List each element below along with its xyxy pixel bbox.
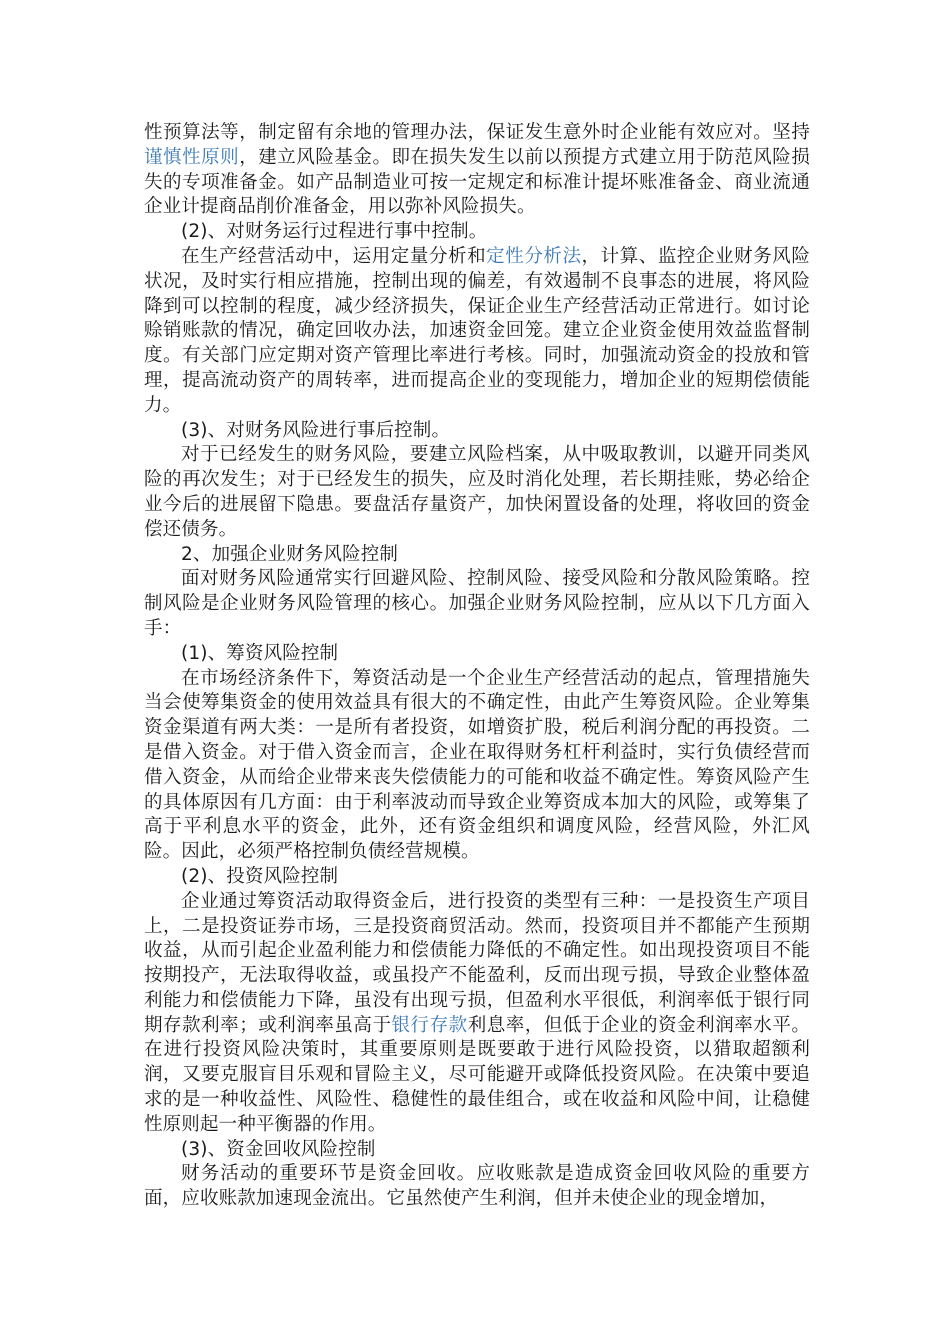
paragraph-in-process-control: 在生产经营活动中，运用定量分析和定性分析法，计算、监控企业财务风险状况，及时实行相应措施，控制出现的偏差，有效遏制不良事态的进展，将风险降到可以控制的程度，减少经济损失，保证企业生产经营活动正常进行。如讨论赊销账款的情况，确定回收办法，加速资金回笼。建立企业资金使用效益监督制度。有关部门应定期对资产管理比率进行考核。同时，加强流动资金的投放和管理，提高流动资产的周转率，进而提高企业的变现能力，增加企业的短期偿债能力。 (144, 245, 810, 416)
heading-in-process-control: (2)、对财务运行过程进行事中控制。 (181, 221, 488, 243)
link-bank-deposit[interactable]: 银行存款 (391, 1014, 468, 1036)
document-page (144, 121, 810, 1212)
heading-collection-risk: (3)、资金回收风险控制 (181, 1138, 376, 1160)
heading-investment-risk: (2)、投资风险控制 (181, 865, 339, 887)
heading-financing-risk: (1)、筹资风险控制 (181, 642, 339, 664)
heading-post-control: (3)、对财务风险进行事后控制。 (181, 419, 451, 441)
paragraph-financing-risk: 在市场经济条件下，筹资活动是一个企业生产经营活动的起点，管理措施失当会使筹集资金的使用效益具有很大的不确定性，由此产生筹资风险。企业筹集资金渠道有两大类：一是所有者投资，如增资扩股，税后利润分配的再投资。二是借入资金。对于借入资金而言，企业在取得财务杠杆利益时，实行负债经营而借入资金，从而给企业带来丧失偿债能力的可能和收益不确定性。筹资风险产生的具体原因有几方面：由于利率波动而导致企业筹资成本加大的风险，或筹集了高于平利息水平的资金，此外，还有资金组织和调度风险，经营风险，外汇风险。因此，必须严格控制负债经营规模。 (144, 667, 810, 863)
link-prudence-principle[interactable]: 谨慎性原则 (144, 146, 240, 168)
paragraph-investment-risk: 企业通过筹资活动取得资金后，进行投资的类型有三种：一是投资生产项目上，二是投资证券市场，三是投资商贸活动。然而，投资项目并不都能产生预期收益，从而引起企业盈利能力和偿债能力降低的不确定性。如出现投资项目不能按期投产，无法取得收益，或虽投产不能盈利，反而出现亏损，导致企业整体盈利能力和偿债能力下降，虽没有出现亏损，但盈利水平很低，利润率低于银行同期存款利率；或利润率虽高于银行存款利息率，但低于企业的资金利润率水平。在进行投资风险决策时，其重要原则是既要敢于进行风险投资，以猎取超额利润，又要克服盲目乐观和冒险主义，尽可能避开或降低投资风险。在决策中要追求的是一种收益性、风险性、稳健性的最佳组合，或在收益和风险中间，让稳健性原则起一种平衡器的作用。 (144, 890, 811, 1135)
section-heading-strengthen-control: 2、加强企业财务风险控制 (181, 543, 399, 565)
paragraph-risk-strategies: 面对财务风险通常实行回避风险、控制风险、接受风险和分散风险策略。控制风险是企业财务风险管理的核心。加强企业财务风险控制，应从以下几方面入手： (144, 568, 810, 639)
paragraph-post-control: 对于已经发生的财务风险，要建立风险档案，从中吸取教训，以避开同类风险的再次发生；对于已经发生的损失，应及时消化处理，若长期挂账，势必给企业今后的进展留下隐患。要盘活存量资产，加快闲置设备的处理，将收回的资金偿还债务。 (144, 444, 810, 540)
paragraph-collection-risk: 财务活动的重要环节是资金回收。应收账款是造成资金回收风险的重要方面，应收账款加速现金流出。它虽然使产生利润，但并未使企业的现金增加， (144, 1163, 810, 1210)
paragraph-risk-fund: 性预算法等，制定留有余地的管理办法，保证发生意外时企业能有效应对。坚持谨慎性原则，建立风险基金。即在损失发生以前以预提方式建立用于防范风险损失的专项准备金。如产品制造业可按一定规定和标准计提坏账准备金、商业流通企业计提商品削价准备金，用以弥补风险损失。 (144, 122, 810, 218)
link-qualitative-analysis[interactable]: 定性分析法 (486, 245, 582, 267)
